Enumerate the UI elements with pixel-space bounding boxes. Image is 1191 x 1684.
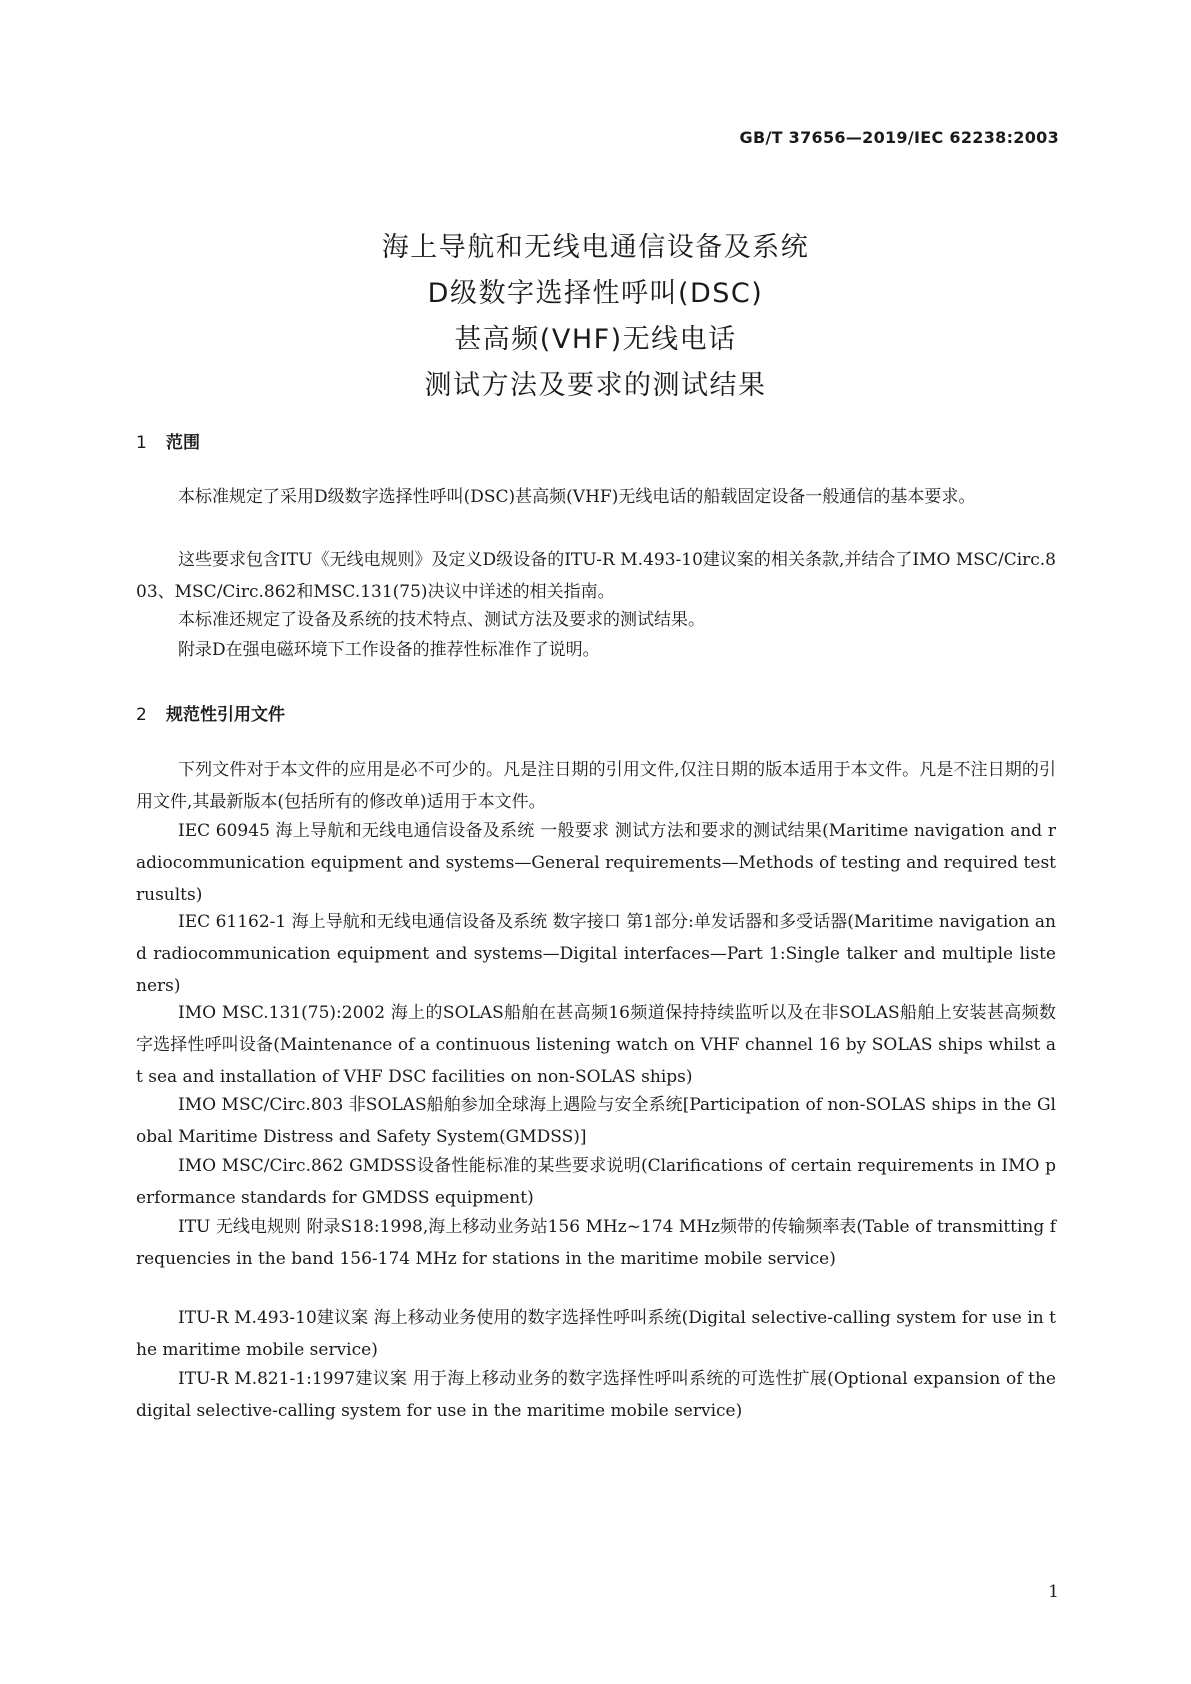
reference-item: IEC 61162-1 海上导航和无线电通信设备及系统 数字接口 第1部分:单发话器和多受话器(Maritime navigation and radiocommunication equipment and systems—Digital interfaces—Part 1:Single talker and multiple listeners) <box>136 912 1056 996</box>
page-number: 1 <box>1048 1582 1059 1602</box>
section-title: 范围 <box>166 433 200 453</box>
reference-item: ITU-R M.493-10建议案 海上移动业务使用的数字选择性呼叫系统(Digital selective-calling system for use in the maritime mobile service) <box>136 1308 1056 1360</box>
reference-item: IMO MSC/Circ.803 非SOLAS船舶参加全球海上遇险与安全系统[Participation of non-SOLAS ships in the Global Maritime Distress and Safety System(GMDSS)] <box>136 1095 1056 1147</box>
reference-item: IMO MSC.131(75):2002 海上的SOLAS船舶在甚高频16频道保持持续监听以及在非SOLAS船舶上安装甚高频数字选择性呼叫设备(Maintenance of a continuous listening watch on VHF channel 16 by SOLAS ships whilst at sea and installation of VHF DSC facilities on non-SOLAS ships) <box>136 1003 1056 1087</box>
document-title <box>0 225 1191 409</box>
reference-item: IEC 60945 海上导航和无线电通信设备及系统 一般要求 测试方法和要求的测试结果(Maritime navigation and radiocommunication equipment and systems—General requirements—Methods of testing and required test rusults) <box>136 821 1056 905</box>
title-line-1: 海上导航和无线电通信设备及系统 <box>381 232 810 263</box>
section-1-paragraph: 本标准规定了采用D级数字选择性呼叫(DSC)甚高频(VHF)无线电话的船载固定设备一般通信的基本要求。 <box>178 487 976 507</box>
section-1-paragraph: 这些要求包含ITU《无线电规则》及定义D级设备的ITU-R M.493-10建议案的相关条款,并结合了IMO MSC/Circ.803、MSC/Circ.862和MSC.131(75)决议中详述的相关指南。 <box>136 550 1056 602</box>
section-number: 1 <box>136 433 147 453</box>
title-line-2: D级数字选择性呼叫(DSC) <box>427 278 764 309</box>
section-2-intro: 下列文件对于本文件的应用是必不可少的。凡是注日期的引用文件,仅注日期的版本适用于本文件。凡是不注日期的引用文件,其最新版本(包括所有的修改单)适用于本文件。 <box>136 760 1056 812</box>
section-number: 2 <box>136 705 147 725</box>
title-line-3: 甚高频(VHF)无线电话 <box>454 324 737 355</box>
section-2-heading <box>136 700 285 725</box>
section-title: 规范性引用文件 <box>166 705 285 725</box>
reference-item: ITU-R M.821-1:1997建议案 用于海上移动业务的数字选择性呼叫系统的可选性扩展(Optional expansion of the digital selective-calling system for use in the maritime mobile service) <box>136 1369 1056 1421</box>
reference-item: ITU 无线电规则 附录S18:1998,海上移动业务站156 MHz~174 MHz频带的传输频率表(Table of transmitting frequencies in the band 156-174 MHz for stations in the maritime mobile service) <box>136 1217 1056 1269</box>
reference-item: IMO MSC/Circ.862 GMDSS设备性能标准的某些要求说明(Clarifications of certain requirements in IMO performance standards for GMDSS equipment) <box>136 1156 1056 1208</box>
title-line-4: 测试方法及要求的测试结果 <box>424 370 767 401</box>
section-1-paragraph: 本标准还规定了设备及系统的技术特点、测试方法及要求的测试结果。 <box>178 610 705 630</box>
section-1-heading <box>136 428 200 453</box>
section-1-paragraph: 附录D在强电磁环境下工作设备的推荐性标准作了说明。 <box>178 640 600 660</box>
standard-code: GB/T 37656—2019/IEC 62238:2003 <box>739 128 1059 147</box>
